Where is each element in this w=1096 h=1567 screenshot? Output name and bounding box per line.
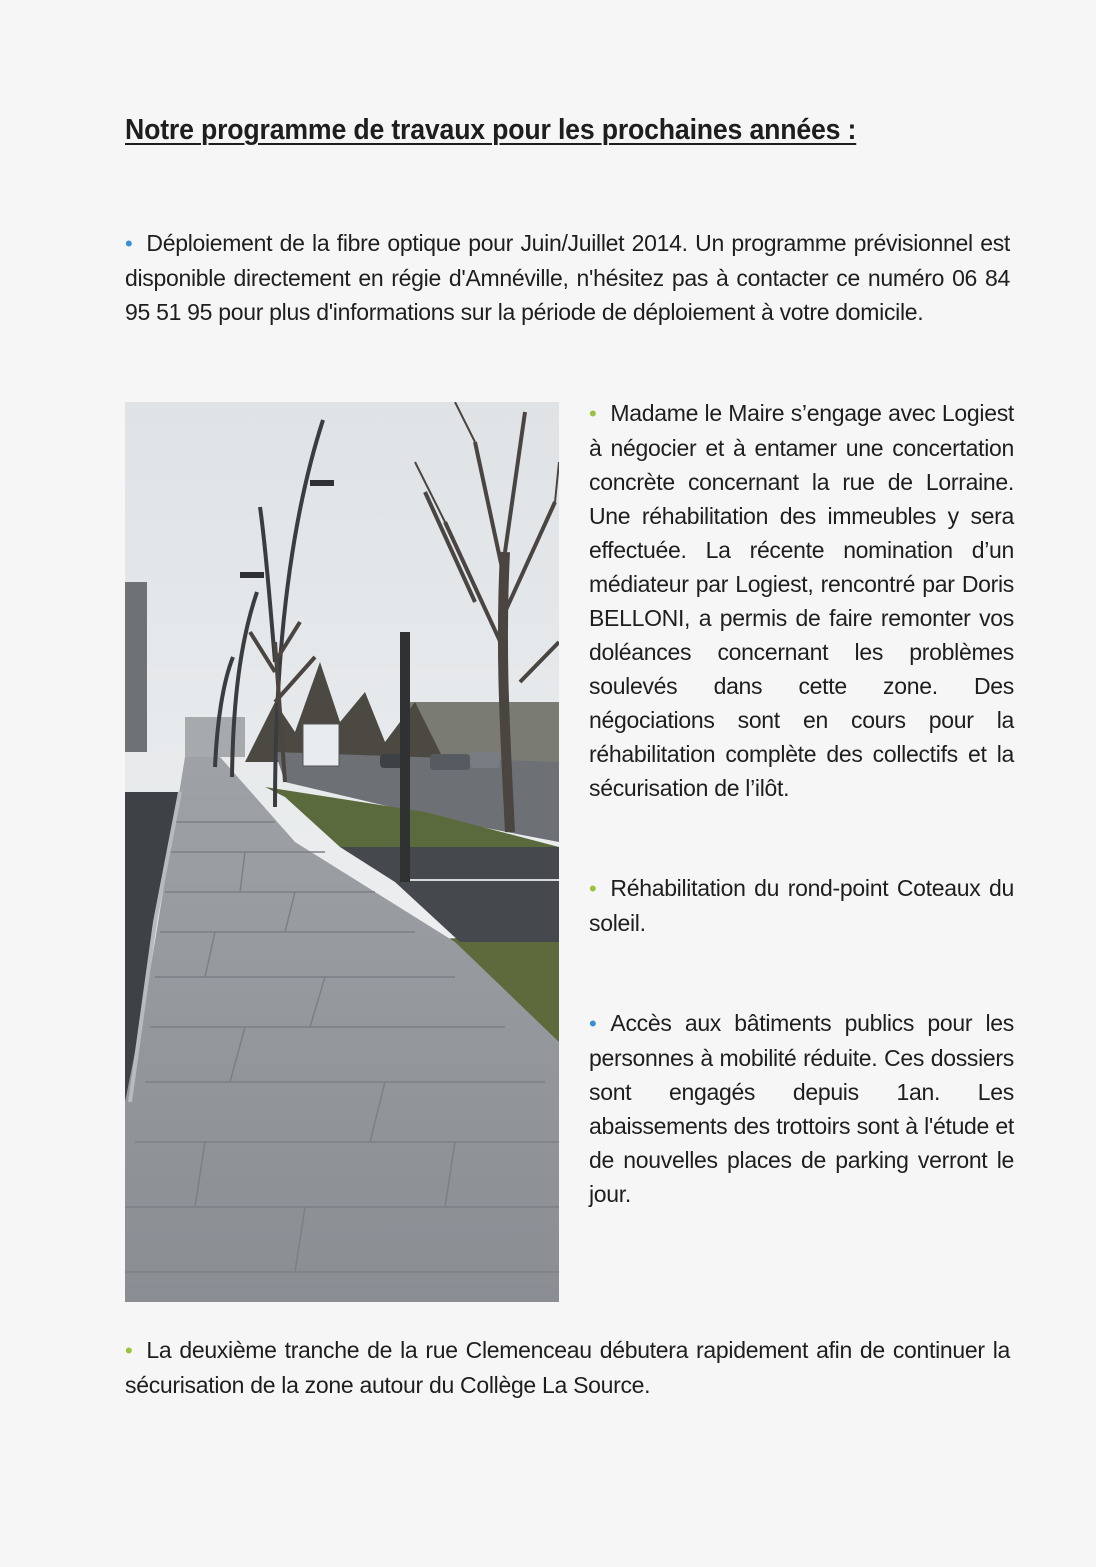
item-text: Accès aux bâtiments publics pour les personnes à mobilité réduite. Ces dossiers sont engagés depuis 1an. Les abaissements des trottoirs sont à l'étude et de nouvelles places de parking verront le jour. [589,1010,1014,1207]
item-mobilite-reduite [589,1006,1014,1211]
item-text: Déploiement de la fibre optique pour Juin/Juillet 2014. Un programme prévisionnel est disponible directement en régie d'Amnéville, n'hésitez pas à contacter ce numéro 06 84 95 51 95 pour plus d'informations sur la période de déploiement à votre domicile. [125,230,1010,325]
item-text: Madame le Maire s’engage avec Logiest à négocier et à entamer une concertation concrète concernant la rue de Lorraine. Une réhabilitation des immeubles y sera effectuée. La récente nomination d’un médiateur par Logiest, rencontré par Doris BELLONI, a permis de faire remonter vos doléances concernant les problèmes soulevés dans cette zone. Des négociations sont en cours pour la réhabilitation complète des collectifs et la sécurisation de l’ilôt. [589,400,1014,801]
street-photo [125,402,559,1302]
item-rue-de-lorraine [589,396,1014,805]
bullet-icon: • [589,1011,597,1036]
item-text: La deuxième tranche de la rue Clemenceau débutera rapidement afin de continuer la sécurisation de la zone autour du Collège La Source. [125,1337,1010,1398]
bullet-icon: • [589,401,597,426]
bullet-icon: • [589,876,597,901]
item-rue-clemenceau [125,1333,1010,1402]
page-title: Notre programme de travaux pour les prochaines années : [125,114,857,146]
bullet-icon: • [125,231,133,256]
item-text: Réhabilitation du rond-point Coteaux du soleil. [589,875,1014,936]
item-fibre-optique [125,226,1010,329]
bullet-icon: • [125,1338,133,1363]
item-rond-point [589,871,1014,940]
